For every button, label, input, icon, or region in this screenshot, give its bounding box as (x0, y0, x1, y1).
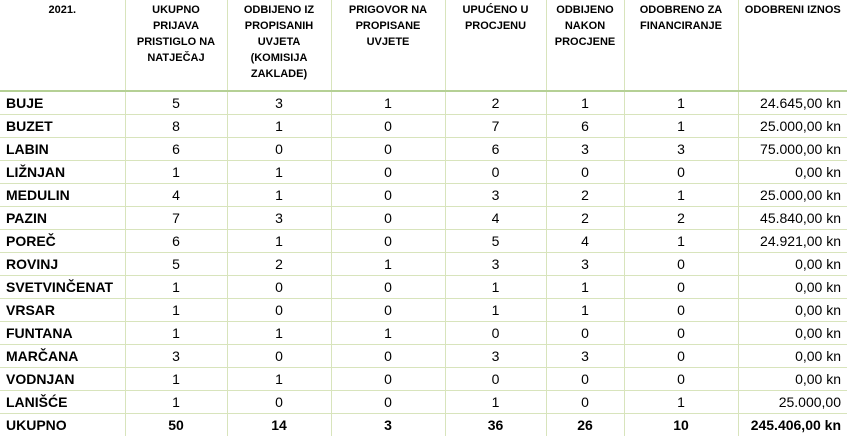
header-total-applications: UKUPNO PRIJAVA PRISTIGLO NA NATJEČAJ (125, 0, 227, 91)
approved-amount-cell: 24.645,00 kn (738, 91, 847, 115)
table-row (0, 138, 847, 161)
rejected-after-evaluation-cell: 0 (546, 322, 624, 345)
approved-amount-cell: 0,00 kn (738, 161, 847, 184)
rejected-conditions-cell: 0 (227, 138, 331, 161)
appeals-cell: 0 (331, 207, 445, 230)
sent-to-evaluation-cell: 1 (445, 299, 546, 322)
approved-amount-cell: 24.921,00 kn (738, 230, 847, 253)
rejected-conditions-cell: 1 (227, 184, 331, 207)
total-cell: 3 (331, 414, 445, 437)
appeals-cell: 1 (331, 253, 445, 276)
rejected-conditions-cell: 1 (227, 368, 331, 391)
appeals-cell: 1 (331, 91, 445, 115)
total-row (0, 414, 847, 437)
rejected-conditions-cell: 3 (227, 207, 331, 230)
sent-to-evaluation-cell: 2 (445, 91, 546, 115)
header-rejected-conditions: ODBIJENO IZ PROPISANIH UVJETA (KOMISIJA ZAKLADE) (227, 0, 331, 91)
total-label: UKUPNO (6, 417, 67, 433)
table-row (0, 91, 847, 115)
total-applications-cell: 3 (125, 345, 227, 368)
table-row (0, 345, 847, 368)
table-row (0, 115, 847, 138)
rejected-conditions-cell: 1 (227, 161, 331, 184)
appeals-cell: 0 (331, 391, 445, 414)
appeals-cell: 0 (331, 161, 445, 184)
approved-amount-cell: 25.000,00 kn (738, 115, 847, 138)
table-row (0, 184, 847, 207)
total-applications-cell: 1 (125, 322, 227, 345)
municipality-name: PAZIN (0, 207, 125, 230)
total-cell: 14 (227, 414, 331, 437)
header-year: 2021. (0, 0, 125, 91)
total-cell: 36 (445, 414, 546, 437)
header-approved-for-funding: ODOBRENO ZA FINANCIRANJE (624, 0, 738, 91)
rejected-after-evaluation-cell: 2 (546, 207, 624, 230)
total-applications-cell: 7 (125, 207, 227, 230)
appeals-cell: 0 (331, 368, 445, 391)
approved-for-funding-cell: 3 (624, 138, 738, 161)
total-applications-cell: 6 (125, 230, 227, 253)
approved-amount-cell: 25.000,00 kn (738, 184, 847, 207)
approved-for-funding-cell: 0 (624, 299, 738, 322)
approved-for-funding-cell: 0 (624, 161, 738, 184)
municipality-name: VODNJAN (0, 368, 125, 391)
approved-for-funding-cell: 1 (624, 91, 738, 115)
municipality-name: BUJE (0, 91, 125, 115)
appeals-cell: 0 (331, 345, 445, 368)
approved-for-funding-cell: 0 (624, 345, 738, 368)
rejected-conditions-cell: 1 (227, 115, 331, 138)
rejected-after-evaluation-cell: 3 (546, 345, 624, 368)
rejected-conditions-cell: 1 (227, 322, 331, 345)
approved-for-funding-cell: 0 (624, 276, 738, 299)
header-sent-to-evaluation: UPUĆENO U PROCJENU (445, 0, 546, 91)
rejected-conditions-cell: 0 (227, 299, 331, 322)
header-appeals: PRIGOVOR NA PROPISANE UVJETE (331, 0, 445, 91)
municipality-name: FUNTANA (0, 322, 125, 345)
approved-for-funding-cell: 1 (624, 115, 738, 138)
total-cell: 50 (125, 414, 227, 437)
table-row (0, 161, 847, 184)
appeals-cell: 0 (331, 276, 445, 299)
header-approved-amount: ODOBRENI IZNOS (738, 0, 847, 91)
rejected-conditions-cell: 3 (227, 91, 331, 115)
approved-amount-cell: 0,00 kn (738, 368, 847, 391)
municipality-name: LIŽNJAN (0, 161, 125, 184)
appeals-cell: 0 (331, 115, 445, 138)
rejected-after-evaluation-cell: 6 (546, 115, 624, 138)
approved-amount-cell: 45.840,00 kn (738, 207, 847, 230)
table-row (0, 391, 847, 414)
rejected-after-evaluation-cell: 1 (546, 91, 624, 115)
appeals-cell: 1 (331, 322, 445, 345)
sent-to-evaluation-cell: 7 (445, 115, 546, 138)
municipality-name: BUZET (0, 115, 125, 138)
approved-amount-cell: 0,00 kn (738, 345, 847, 368)
total-applications-cell: 1 (125, 299, 227, 322)
table-header (0, 0, 847, 91)
sent-to-evaluation-cell: 0 (445, 161, 546, 184)
approved-for-funding-cell: 0 (624, 253, 738, 276)
table-row (0, 207, 847, 230)
table-row (0, 253, 847, 276)
municipality-name: ROVINJ (0, 253, 125, 276)
approved-amount-cell: 0,00 kn (738, 276, 847, 299)
rejected-after-evaluation-cell: 4 (546, 230, 624, 253)
table-row (0, 276, 847, 299)
sent-to-evaluation-cell: 0 (445, 368, 546, 391)
total-cell: 10 (624, 414, 738, 437)
table-row (0, 322, 847, 345)
total-applications-cell: 1 (125, 161, 227, 184)
sent-to-evaluation-cell: 3 (445, 253, 546, 276)
sent-to-evaluation-cell: 0 (445, 322, 546, 345)
municipality-name: LANIŠĆE (0, 391, 125, 414)
table-footer (0, 414, 847, 437)
table-body (0, 91, 847, 414)
sent-to-evaluation-cell: 3 (445, 184, 546, 207)
total-applications-cell: 4 (125, 184, 227, 207)
total-applications-cell: 5 (125, 91, 227, 115)
appeals-cell: 0 (331, 184, 445, 207)
total-applications-cell: 6 (125, 138, 227, 161)
rejected-after-evaluation-cell: 0 (546, 161, 624, 184)
total-applications-cell: 1 (125, 391, 227, 414)
approved-amount-cell: 0,00 kn (738, 299, 847, 322)
approved-for-funding-cell: 0 (624, 322, 738, 345)
appeals-cell: 0 (331, 138, 445, 161)
approved-amount-cell: 75.000,00 kn (738, 138, 847, 161)
rejected-after-evaluation-cell: 1 (546, 276, 624, 299)
sent-to-evaluation-cell: 4 (445, 207, 546, 230)
approved-for-funding-cell: 0 (624, 368, 738, 391)
rejected-after-evaluation-cell: 0 (546, 391, 624, 414)
municipality-name: SVETVINČENAT (0, 276, 125, 299)
sent-to-evaluation-cell: 6 (445, 138, 546, 161)
municipality-name: VRSAR (0, 299, 125, 322)
approved-for-funding-cell: 2 (624, 207, 738, 230)
total-amount: 245.406,00 kn (738, 414, 847, 437)
approved-amount-cell: 25.000,00 (738, 391, 847, 414)
rejected-conditions-cell: 0 (227, 276, 331, 299)
total-applications-cell: 1 (125, 276, 227, 299)
sent-to-evaluation-cell: 3 (445, 345, 546, 368)
total-applications-cell: 5 (125, 253, 227, 276)
rejected-conditions-cell: 2 (227, 253, 331, 276)
rejected-after-evaluation-cell: 1 (546, 299, 624, 322)
rejected-after-evaluation-cell: 0 (546, 368, 624, 391)
appeals-cell: 0 (331, 299, 445, 322)
rejected-after-evaluation-cell: 3 (546, 253, 624, 276)
total-cell: 26 (546, 414, 624, 437)
approved-amount-cell: 0,00 kn (738, 322, 847, 345)
municipality-name: MEDULIN (0, 184, 125, 207)
sent-to-evaluation-cell: 5 (445, 230, 546, 253)
appeals-cell: 0 (331, 230, 445, 253)
approved-for-funding-cell: 1 (624, 184, 738, 207)
rejected-after-evaluation-cell: 3 (546, 138, 624, 161)
approved-amount-cell: 0,00 kn (738, 253, 847, 276)
rejected-conditions-cell: 1 (227, 230, 331, 253)
municipality-name: MARČANA (0, 345, 125, 368)
rejected-after-evaluation-cell: 2 (546, 184, 624, 207)
rejected-conditions-cell: 0 (227, 345, 331, 368)
approved-for-funding-cell: 1 (624, 230, 738, 253)
total-applications-cell: 8 (125, 115, 227, 138)
table-row (0, 368, 847, 391)
rejected-conditions-cell: 0 (227, 391, 331, 414)
sent-to-evaluation-cell: 1 (445, 391, 546, 414)
municipality-name: POREČ (0, 230, 125, 253)
approved-for-funding-cell: 1 (624, 391, 738, 414)
header-rejected-after-evaluation: ODBIJENO NAKON PROCJENE (546, 0, 624, 91)
sent-to-evaluation-cell: 1 (445, 276, 546, 299)
municipality-name: LABIN (0, 138, 125, 161)
table-row (0, 299, 847, 322)
header-row (0, 0, 847, 91)
table-row (0, 230, 847, 253)
total-applications-cell: 1 (125, 368, 227, 391)
